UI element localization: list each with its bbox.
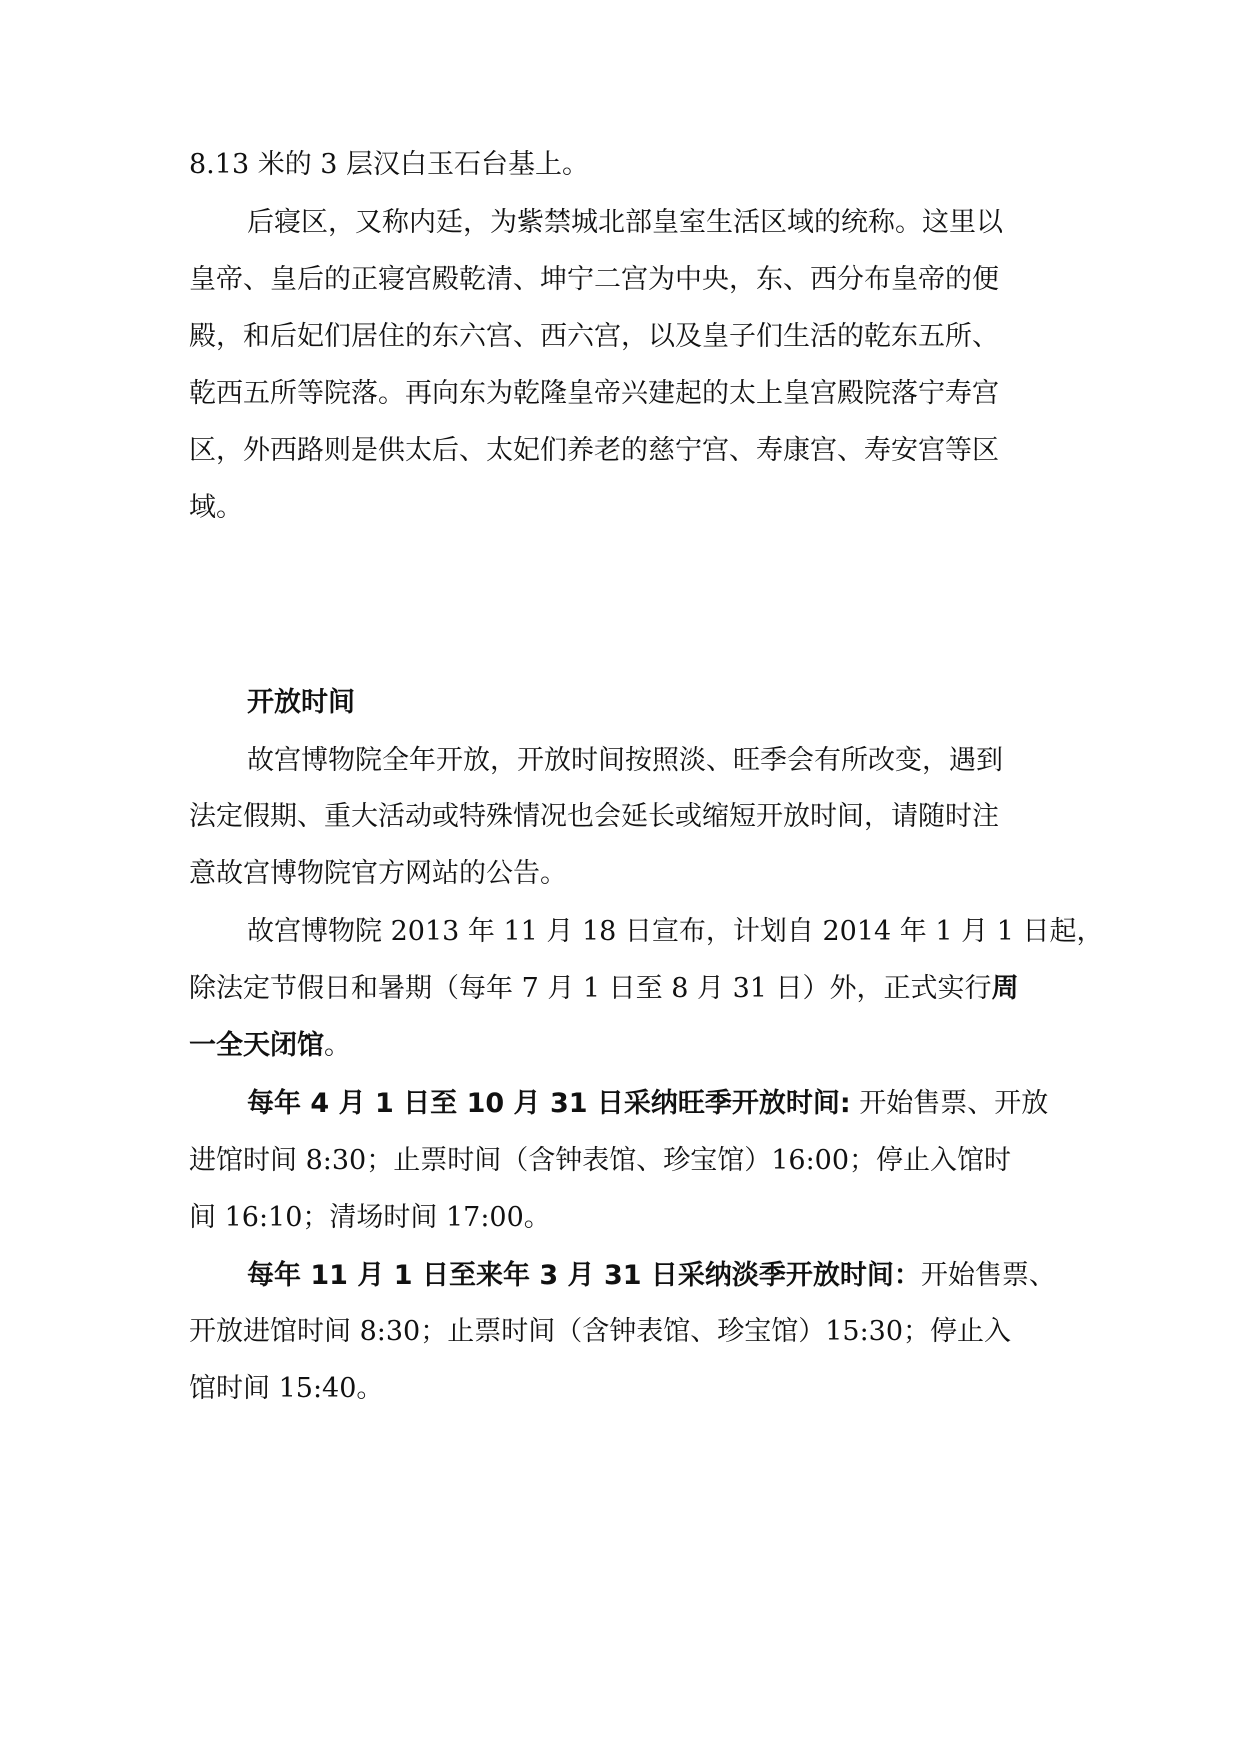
peak-season-label: 每年 4 月 1 日至 10 月 31 日采纳旺季开放时间: bbox=[247, 1088, 851, 1119]
opening-para2-line-3 bbox=[189, 1026, 1059, 1066]
rear-palace-line-5: 区，外西路则是供太后、太妃们养老的慈宁宫、寿康宫、寿安宫等区 bbox=[189, 435, 999, 466]
monday-closed-bold-end: 一全天闭馆 bbox=[189, 1030, 324, 1061]
opening-para1-line-1: 故宫博物院全年开放，开放时间按照淡、旺季会有所改变，遇到 bbox=[247, 745, 1003, 776]
rear-palace-line-3: 殿，和后妃们居住的东六宫、西六宫，以及皇子们生活的乾东五所、 bbox=[189, 321, 999, 352]
peak-season-line-2: 进馆时间 8:30；止票时间（含钟表馆、珍宝馆）16:00；停止入馆时 bbox=[189, 1145, 1012, 1176]
intro-line: 8.13 米的 3 层汉白玉石台基上。 bbox=[189, 149, 590, 180]
off-season-line-3: 馆时间 15:40。 bbox=[189, 1373, 384, 1404]
off-season-line-1 bbox=[247, 1256, 1117, 1296]
monday-closed-bold-start: 周 bbox=[991, 973, 1019, 1004]
opening-para2-line-3-text: 。 bbox=[324, 1030, 351, 1061]
opening-para2-line-1: 故宫博物院 2013 年 11 月 18 日宣布，计划自 2014 年 1 月 1 日起， bbox=[247, 916, 1104, 947]
off-season-label: 每年 11 月 1 日至来年 3 月 31 日采纳淡季开放时间： bbox=[247, 1260, 921, 1291]
peak-season-line-1 bbox=[247, 1084, 1117, 1124]
section-heading-opening-hours: 开放时间 bbox=[247, 687, 355, 718]
opening-para1-line-2: 法定假期、重大活动或特殊情况也会延长或缩短开放时间，请随时注 bbox=[189, 801, 999, 832]
opening-para2-line-2 bbox=[189, 969, 1059, 1009]
off-season-line-1-text: 开始售票、 bbox=[920, 1260, 1056, 1291]
opening-para1-line-3: 意故宫博物院官方网站的公告。 bbox=[189, 858, 567, 889]
rear-palace-line-6: 域。 bbox=[189, 492, 243, 523]
peak-season-line-1-text: 开始售票、开放 bbox=[850, 1088, 1049, 1119]
rear-palace-line-1: 后寝区，又称内廷，为紫禁城北部皇室生活区域的统称。这里以 bbox=[247, 207, 1003, 238]
rear-palace-line-4: 乾西五所等院落。再向东为乾隆皇帝兴建起的太上皇宫殿院落宁寿宫 bbox=[189, 378, 999, 409]
peak-season-line-3: 间 16:10；清场时间 17:00。 bbox=[189, 1202, 551, 1233]
off-season-line-2: 开放进馆时间 8:30；止票时间（含钟表馆、珍宝馆）15:30；停止入 bbox=[189, 1316, 1012, 1347]
opening-para2-line-2-text: 除法定节假日和暑期（每年 7 月 1 日至 8 月 31 日）外，正式实行 bbox=[189, 973, 992, 1004]
rear-palace-line-2: 皇帝、皇后的正寝宫殿乾清、坤宁二宫为中央，东、西分布皇帝的便 bbox=[189, 264, 999, 295]
